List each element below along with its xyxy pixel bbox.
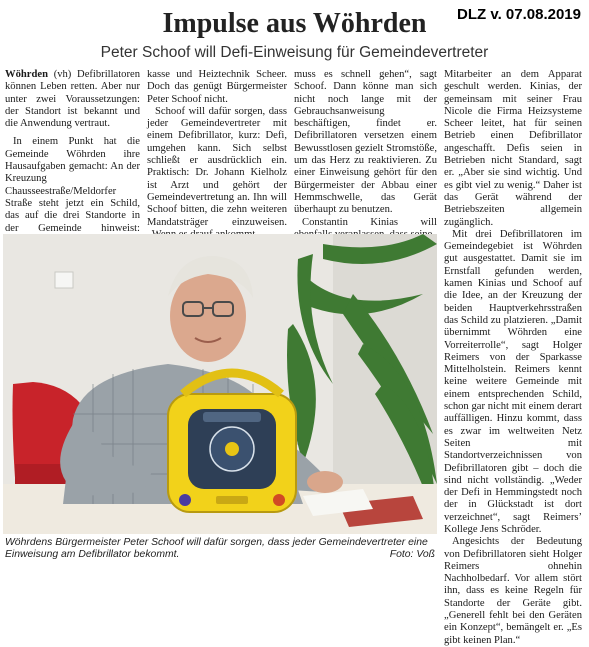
paragraph: Mit drei Defibrillatoren im Gemeindegebiet ist Wöhrden gut ausgestattet. Damit sie im Ernstfall gefunden werden, kamen Kinias und Schoof auf die Idee, an der Kreuzung der beiden Hauptverkehrsstraßen das Schild zu platzieren. „Damit übernimmt Wöhrden eine Vorreiterrolle“, sagt Holger Reimers von der Sparkasse Mittelholstein. Reimers kennt keine weitere Gemeinde mit einem entsprechenden Schild, schon gar nicht mit einem derart auffälligen. Hinzu kommt, dass es zwar im weltweiten Netz Seiten mit Standortverzeichnissen von Defibrillatoren gibt – doch die sind nicht vollständig. „Weder der Defi in Hemmingstedt noch der in Glückstadt ist dort verzeichnet“, sagt Reimers’ Kollege Jens Schröder.: [444, 228, 582, 535]
photo-credit: Foto: Voß: [389, 549, 435, 560]
paragraph: Angesichts der Bedeutung von Defibrillatoren sieht Holger Reimers ohnehin Nachholbedarf. Vor allem stört ihn, dass es keine Regeln für Standorte der Geräte gibt. „Generell fehlt bei den Geräten ein Konzept“, bemängelt er. „Es gibt keinen Plan.“: [444, 536, 582, 646]
defibrillator-device: [168, 373, 296, 512]
photo-illustration: [3, 234, 437, 534]
article-column-3: [294, 69, 437, 241]
paragraph: muss es schnell gehen“, sagt Schoof. Dann könne man sich nicht noch lange mit der Gebrauchsanweisung beschäftigen, findet er. Defibrillatoren versetzen einem Bewusstlosen gezielt Stromstöße, um das Herz zu reaktivieren. Zu einer Einweisung gehört für den Bürgermeister der Abbau einer Hemmschwelle, das Gerät überhaupt zu benutzen.: [294, 69, 437, 216]
photo-caption: [5, 537, 437, 561]
subheadline: Peter Schoof will Defi-Einweisung für Gemeindevertreter: [100, 44, 489, 61]
headline: Impulse aus Wöhrden: [162, 8, 427, 39]
source-date-label: DLZ v. 07.08.2019: [457, 6, 581, 23]
dateline: Wöhrden: [5, 69, 48, 80]
paragraph: Mitarbeiter an dem Apparat geschult werden. Kinias, der gemeinsam mit seiner Frau Nicole die Firma Heizsysteme Scheer leitet, hat für seinen Betrieb einen Defibrillator angeschafft. Defis seien in Betrieben nicht Standard, sagt er. „Aber sie sind wichtig. Und es gibt viel zu wenig.“ Daher ist das Gerät während der Betriebszeiten allgemein zugänglich.: [444, 69, 582, 228]
paragraph: In einem Punkt hat die Gemeinde Wöhrden ihre Hausaufgaben gemacht: An der Kreuzung Chausseestraße/Meldorfer Straße steht jetzt ein Schild, das auf die drei Standorte in der Gemeinde hinweist:: [5, 136, 140, 234]
article-column-1: [5, 69, 140, 259]
paragraph: Constantin Kinias will: [302, 216, 437, 228]
paragraph: Schoof will dafür sorgen, dass jeder Gemeindevertreter mit einem Defibrillator, kurz: Defi, umgehen kann. Sich selbst schließt er ausdrücklich ein. Praktisch: Dr. Johann Kielholz ist Arzt und gehört der Gemeindevertretung an. Ihn will Schoof bitten, die zehn weiteren Mandatsträger einzuweisen.: [147, 105, 287, 228]
article-photo: [3, 234, 437, 534]
article-column-2: [147, 69, 287, 241]
article-column-4: [444, 69, 582, 647]
paragraph: kasse und Heiztechnik Scheer. Doch das genügt Bürgermeister Peter Schoof nicht.: [147, 69, 287, 105]
caption-text: Wöhrdens Bürgermeister Peter Schoof will dafür sorgen, dass jeder Gemeindevertreter eine Einweisung am Defibrillator bekommt.: [5, 537, 428, 560]
intro-text: (vh) Defibrillatoren können Leben retten. Aber nur unter zwei Voraussetzungen: der Standort ist bekannt und die Anwendung vertraut.: [5, 69, 140, 130]
